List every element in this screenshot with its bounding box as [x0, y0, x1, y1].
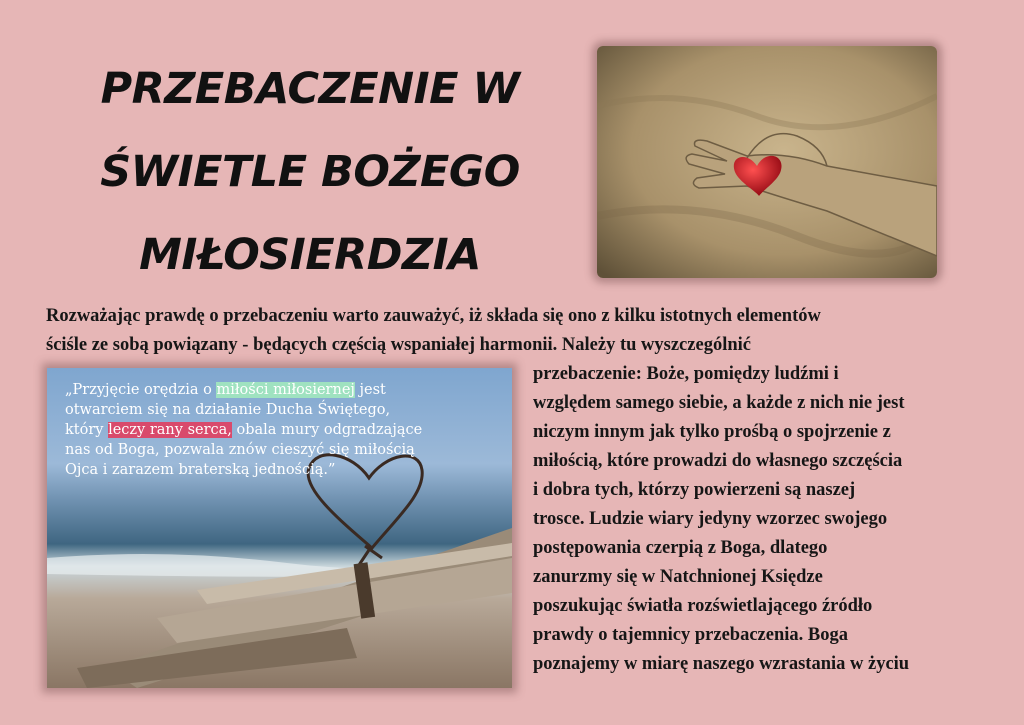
body-text-column [533, 360, 993, 679]
hand-heart-photo [597, 46, 937, 278]
body-line: miłością, które prowadzi do własnego szczęścia [533, 451, 903, 471]
title-line-2: ŚWIETLE BOŻEGO [100, 147, 520, 197]
body-line: poznajemy w miarę naszego wzrastania w życiu [533, 654, 910, 674]
body-line: przebaczenie: Boże, pomiędzy ludźmi i [533, 364, 839, 384]
page-title [60, 48, 560, 297]
wire-heart-photo [47, 368, 512, 688]
quote-overlay: „Przyjęcie orędzia o miłości miłosiernej jest otwarciem się na działanie Ducha Świętego, który leczy rany serca, obala mury odgradzające nas od Boga, pozwala znów cieszyć się miłością Ojca i zarazem braterską jednością.” [65, 382, 423, 478]
body-line: trosce. Ludzie wiary jedyny wzorzec swojego [533, 509, 888, 529]
body-line: względem samego siebie, a każde z nich nie jest [533, 393, 905, 413]
title-line-1: PRZEBACZENIE W [100, 64, 520, 114]
body-line: prawdy o tajemnicy przebaczenia. Boga [533, 625, 848, 645]
body-line: zanurzmy się w Natchnionej Księdze [533, 567, 823, 587]
highlight-heals-heart: leczy rany serca, [108, 422, 232, 438]
body-line: postępowania czerpią z Boga, dlatego [533, 538, 828, 558]
highlight-mercy: miłości miłosiernej [216, 382, 355, 398]
title-line-3: MIŁOSIERDZIA [139, 230, 481, 280]
body-line: i dobra tych, którzy powierzeni są naszej [533, 480, 856, 500]
intro-line-1: Rozważając prawdę o przebaczeniu warto zauważyć, iż składa się ono z kilku istotnych elementów [46, 306, 821, 326]
intro-paragraph [46, 302, 981, 360]
intro-line-2: ściśle ze sobą powiązany - będących częścią wspaniałej harmonii. Należy tu wyszczególnić [46, 335, 751, 355]
body-line: niczym innym jak tylko prośbą o spojrzenie z [533, 422, 891, 442]
body-line: poszukując światła rozświetlającego źródło [533, 596, 873, 616]
